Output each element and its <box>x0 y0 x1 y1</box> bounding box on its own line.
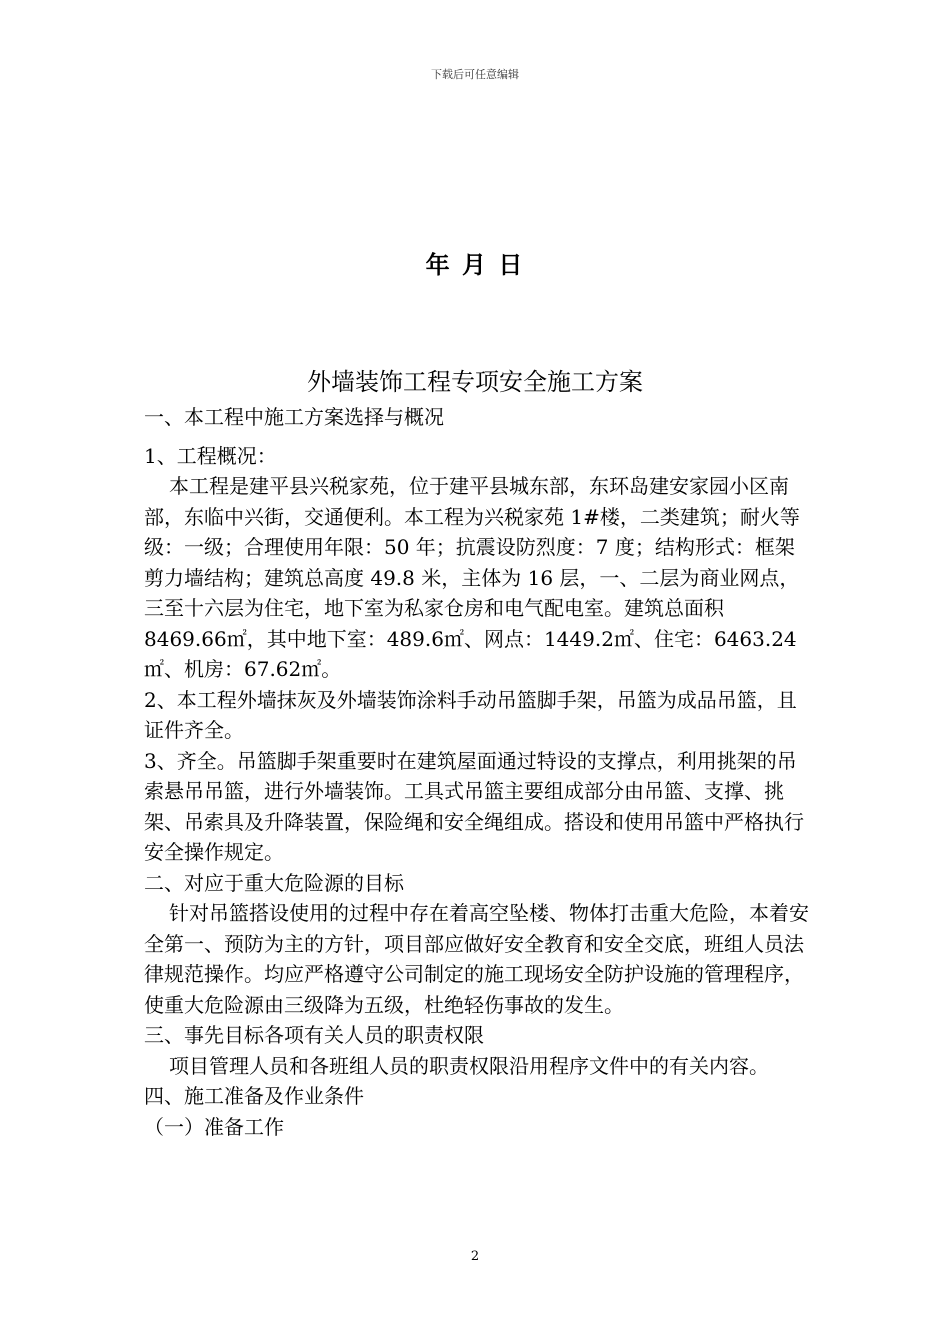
section-2-heading: 二、对应于重大危险源的目标 <box>144 870 404 895</box>
document-body <box>144 402 812 1142</box>
section-1-2-paragraph: 2、本工程外墙抹灰及外墙装饰涂料手动吊篮脚手架，吊篮为成品吊篮，且证件齐全。 <box>144 687 797 742</box>
date-line: 年 月 日 <box>425 251 525 279</box>
section-1-3-paragraph: 3、齐全。吊篮脚手架重要时在建筑屋面通过特设的支撑点，利用挑架的吊索悬吊吊篮，进行外墙装饰。工具式吊篮主要组成部分由吊篮、支撑、挑架、吊索具及升降装置，保险绳和安全绳组成。搭设和使用吊篮中严格执行安全操作规定。 <box>144 748 804 864</box>
section-4-1-heading: （一）准备工作 <box>144 1114 284 1139</box>
page-number: 2 <box>470 1249 480 1264</box>
section-1-1-heading: 1、工程概况： <box>144 443 277 468</box>
section-4-heading: 四、施工准备及作业条件 <box>144 1084 364 1108</box>
section-3-paragraph: 项目管理人员和各班组人员的职责权限沿用程序文件中的有关内容。 <box>169 1053 769 1078</box>
section-1-1-paragraph: 本工程是建平县兴税家苑，位于建平县城东部，东环岛建安家园小区南部，东临中兴街，交通便利。本工程为兴税家苑 1#楼，二类建筑；耐火等级：一级；合理使用年限：50 年；抗震设防烈度：7 度；结构形式：框架剪力墙结构；建筑总高度 49.8 米，主体为 16 层，一、二层为商业网点，三至十六层为住宅，地下室为私家仓房和电气配电室。建筑总面积 8469.66㎡，其中地下室：489.6㎡、网点：1449.2㎡、住宅：6463.24㎡、机房：67.62㎡。 <box>144 474 800 681</box>
section-2-paragraph: 针对吊篮搭设使用的过程中存在着高空坠楼、物体打击重大危险，本着安全第一、预防为主的方针，项目部应做好安全教育和安全交底，班组人员法律规范操作。均应严格遵守公司制定的施工现场安全防护设施的管理程序，使重大危险源由三级降为五级，杜绝轻伤事故的发生。 <box>144 901 809 1017</box>
section-1-heading: 一、本工程中施工方案选择与概况 <box>144 405 444 429</box>
section-3-heading: 三、事先目标各项有关人员的职责权限 <box>144 1023 484 1047</box>
header-note: 下载后可任意编辑 <box>431 68 519 81</box>
document-title: 外墙装饰工程专项安全施工方案 <box>307 368 643 396</box>
